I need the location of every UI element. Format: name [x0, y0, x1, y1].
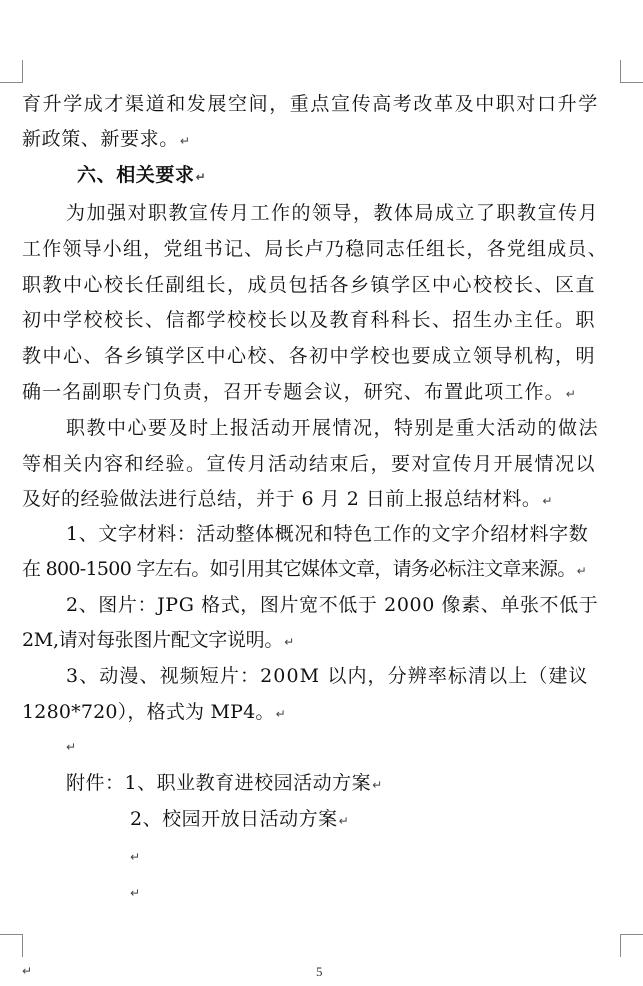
text-line — [66, 523, 588, 545]
text-line — [22, 309, 596, 331]
line-text: 职教中心校长任副组长，成员包括各乡镇学区中心校校长、区直 — [22, 274, 597, 296]
paragraph-mark-icon: ↵ — [130, 850, 141, 864]
line-text: 初中学校校长、信都学校校长以及教育科科长、招生办主任。职 — [22, 309, 597, 331]
text-line — [66, 594, 598, 616]
text-line — [22, 488, 553, 512]
text-line — [66, 417, 599, 439]
line-text: 教中心、各乡镇学区中心校、各初中学校也要成立领导机构，明 — [22, 345, 597, 367]
crop-mark-bottom-right — [620, 934, 643, 957]
paragraph-mark-icon: ↵ — [195, 170, 207, 184]
paragraph-mark-icon: ↵ — [338, 814, 350, 828]
paragraph-mark-icon: ↵ — [576, 564, 586, 578]
section-heading — [77, 164, 206, 188]
text-line — [22, 345, 596, 367]
attachment-text: 附件：1、职业教育进校园活动方案 — [66, 772, 372, 794]
crop-mark-top-left — [0, 60, 23, 83]
line-text: 及好的经验做法进行总结，并于 6 月 2 日前上报总结材料。 — [22, 488, 542, 510]
text-line — [22, 274, 596, 296]
attachment-text: 2、校园开放日活动方案 — [130, 808, 338, 830]
text-line — [22, 453, 596, 475]
paragraph-mark-icon: ↵ — [372, 778, 383, 792]
line-text: 职教中心要及时上报活动开展情况，特别是重大活动的做法 — [66, 417, 600, 439]
text-line — [66, 665, 589, 687]
text-line — [22, 629, 294, 653]
text-line — [22, 381, 577, 405]
line-text: 1280*720），格式为 MP4。 — [22, 701, 275, 723]
paragraph-mark-icon: ↵ — [179, 134, 191, 148]
line-text: 为加强对职教宣传月工作的领导，教体局成立了职教宣传月 — [66, 202, 600, 224]
line-text: 工作领导小组，党组书记、局长卢乃稳同志任组长，各党组成员、 — [22, 238, 608, 260]
paragraph-mark-icon: ↵ — [130, 886, 141, 900]
line-text: 2M,请对每张图片配文字说明。 — [22, 629, 284, 651]
paragraph-mark-icon: ↵ — [284, 635, 294, 649]
paragraph-mark-icon: ↵ — [565, 387, 577, 401]
paragraph-mark-icon: ↵ — [66, 740, 77, 754]
crop-mark-top-right — [620, 60, 643, 83]
line-text: 2、图片：JPG 格式，图片宽不低于 2000 像素、单张不低于 — [66, 594, 599, 616]
crop-mark-bottom-left — [0, 934, 23, 957]
text-line — [22, 93, 599, 115]
line-text: 确一名副职专门负责，召开专题会议，研究、布置此项工作。 — [22, 381, 565, 403]
page-number: 5 — [316, 964, 323, 979]
paragraph-mark-icon: ↵ — [275, 707, 286, 721]
text-line — [22, 128, 190, 152]
text-line — [22, 238, 608, 260]
line-text: 3、动漫、视频短片：200M 以内，分辨率标清以上（建议 — [66, 665, 589, 687]
paragraph-mark-icon: ↵ — [542, 494, 553, 508]
text-line — [22, 701, 286, 725]
attachment-line — [66, 772, 383, 796]
line-text: 等相关内容和经验。宣传月活动结束后，要对宣传月开展情况以 — [22, 453, 597, 475]
line-text: 在 800-1500 字左右。如引用其它媒体文章，请务必标注文章来源。 — [22, 558, 576, 580]
text-line — [22, 558, 586, 582]
attachment-line — [130, 808, 349, 832]
heading-text: 六、相关要求 — [77, 164, 195, 186]
text-line — [66, 202, 599, 224]
line-text: 育升学成才渠道和发展空间，重点宣传高考改革及中职对口升学 — [22, 93, 599, 115]
line-text: 新政策、新要求。 — [22, 128, 179, 150]
paragraph-mark-icon: ↵ — [22, 964, 33, 978]
line-text: 1、文字材料：活动整体概况和特色工作的文字介绍材料字数 — [66, 523, 589, 545]
